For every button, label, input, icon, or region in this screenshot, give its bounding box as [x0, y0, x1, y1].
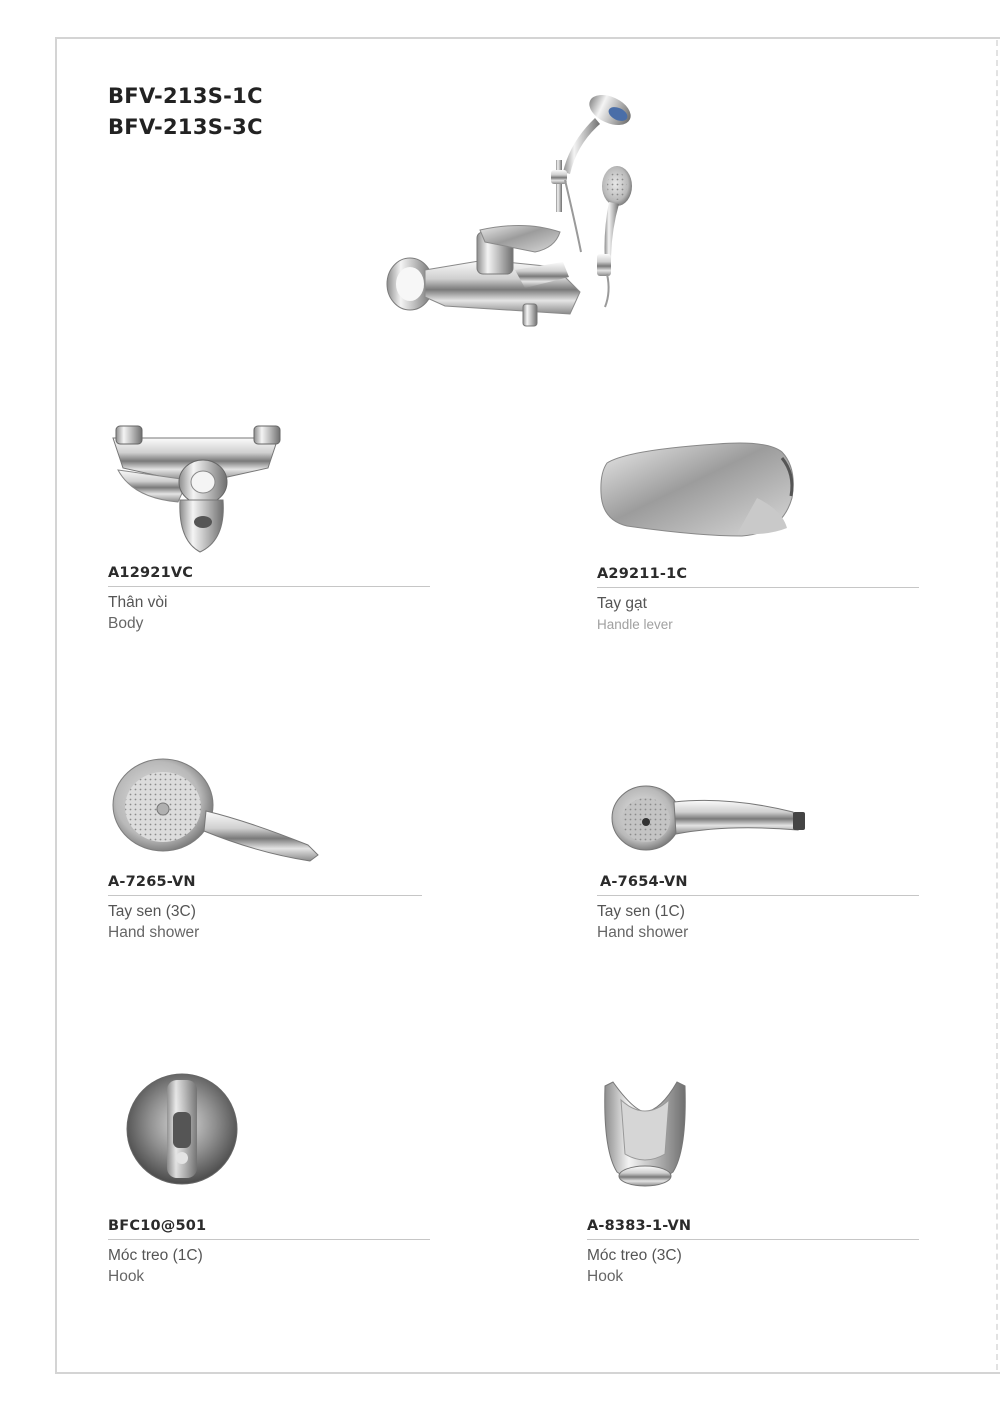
- part-name-vn: Móc treo (3C): [587, 1247, 682, 1264]
- bracket-hook-icon: [603, 1080, 688, 1195]
- part-divider: [597, 587, 919, 588]
- part-name-vn: Tay sen (1C): [597, 903, 685, 920]
- part-item-hand-shower-1c: [597, 871, 919, 943]
- part-item-hook-1c: [108, 1215, 430, 1287]
- part-item-hook-3c: [587, 1215, 919, 1287]
- part-name-vn: Tay sen (3C): [108, 903, 196, 920]
- part-item-handle-lever: [597, 563, 919, 635]
- faucet-mixer-icon: [387, 225, 580, 326]
- part-name-en: Body: [108, 615, 144, 632]
- hand-shower-3c-icon: [108, 757, 323, 867]
- part-code: A-7265-VN: [108, 874, 196, 890]
- part-name-vn: Thân vòi: [108, 594, 168, 611]
- part-name-en: Hand shower: [108, 924, 200, 941]
- hand-shower-image-icon: [597, 166, 632, 307]
- part-divider: [108, 895, 422, 896]
- handle-lever-icon: [597, 438, 802, 538]
- faucet-body-icon: [108, 420, 283, 555]
- part-code: A12921VC: [108, 565, 194, 581]
- part-name-en: Hook: [587, 1268, 624, 1285]
- part-item-body: [108, 562, 430, 634]
- part-divider: [108, 1239, 430, 1240]
- part-divider: [108, 586, 430, 587]
- part-code: A-7654-VN: [600, 874, 688, 890]
- part-name-en: Hand shower: [597, 924, 689, 941]
- round-hook-icon: [125, 1072, 240, 1187]
- part-name-vn: Móc treo (1C): [108, 1247, 203, 1264]
- part-item-hand-shower-3c: [108, 871, 422, 943]
- bath-shower-mixer-set-image: [385, 92, 645, 342]
- part-name-en: Hook: [108, 1268, 145, 1285]
- part-code: A-8383-1-VN: [587, 1218, 692, 1234]
- part-code: A29211-1C: [597, 566, 688, 582]
- part-name-en: Handle lever: [597, 617, 673, 632]
- part-name-vn: Tay gạt: [597, 595, 647, 612]
- part-divider: [587, 1239, 919, 1240]
- page-edge-dash: [996, 40, 998, 1370]
- part-divider: [597, 895, 919, 896]
- hand-shower-1c-icon: [608, 782, 808, 852]
- model-code-3c: BFV-213S-3C: [108, 115, 263, 139]
- model-code-1c: BFV-213S-1C: [108, 84, 263, 108]
- part-code: BFC10@501: [108, 1218, 207, 1234]
